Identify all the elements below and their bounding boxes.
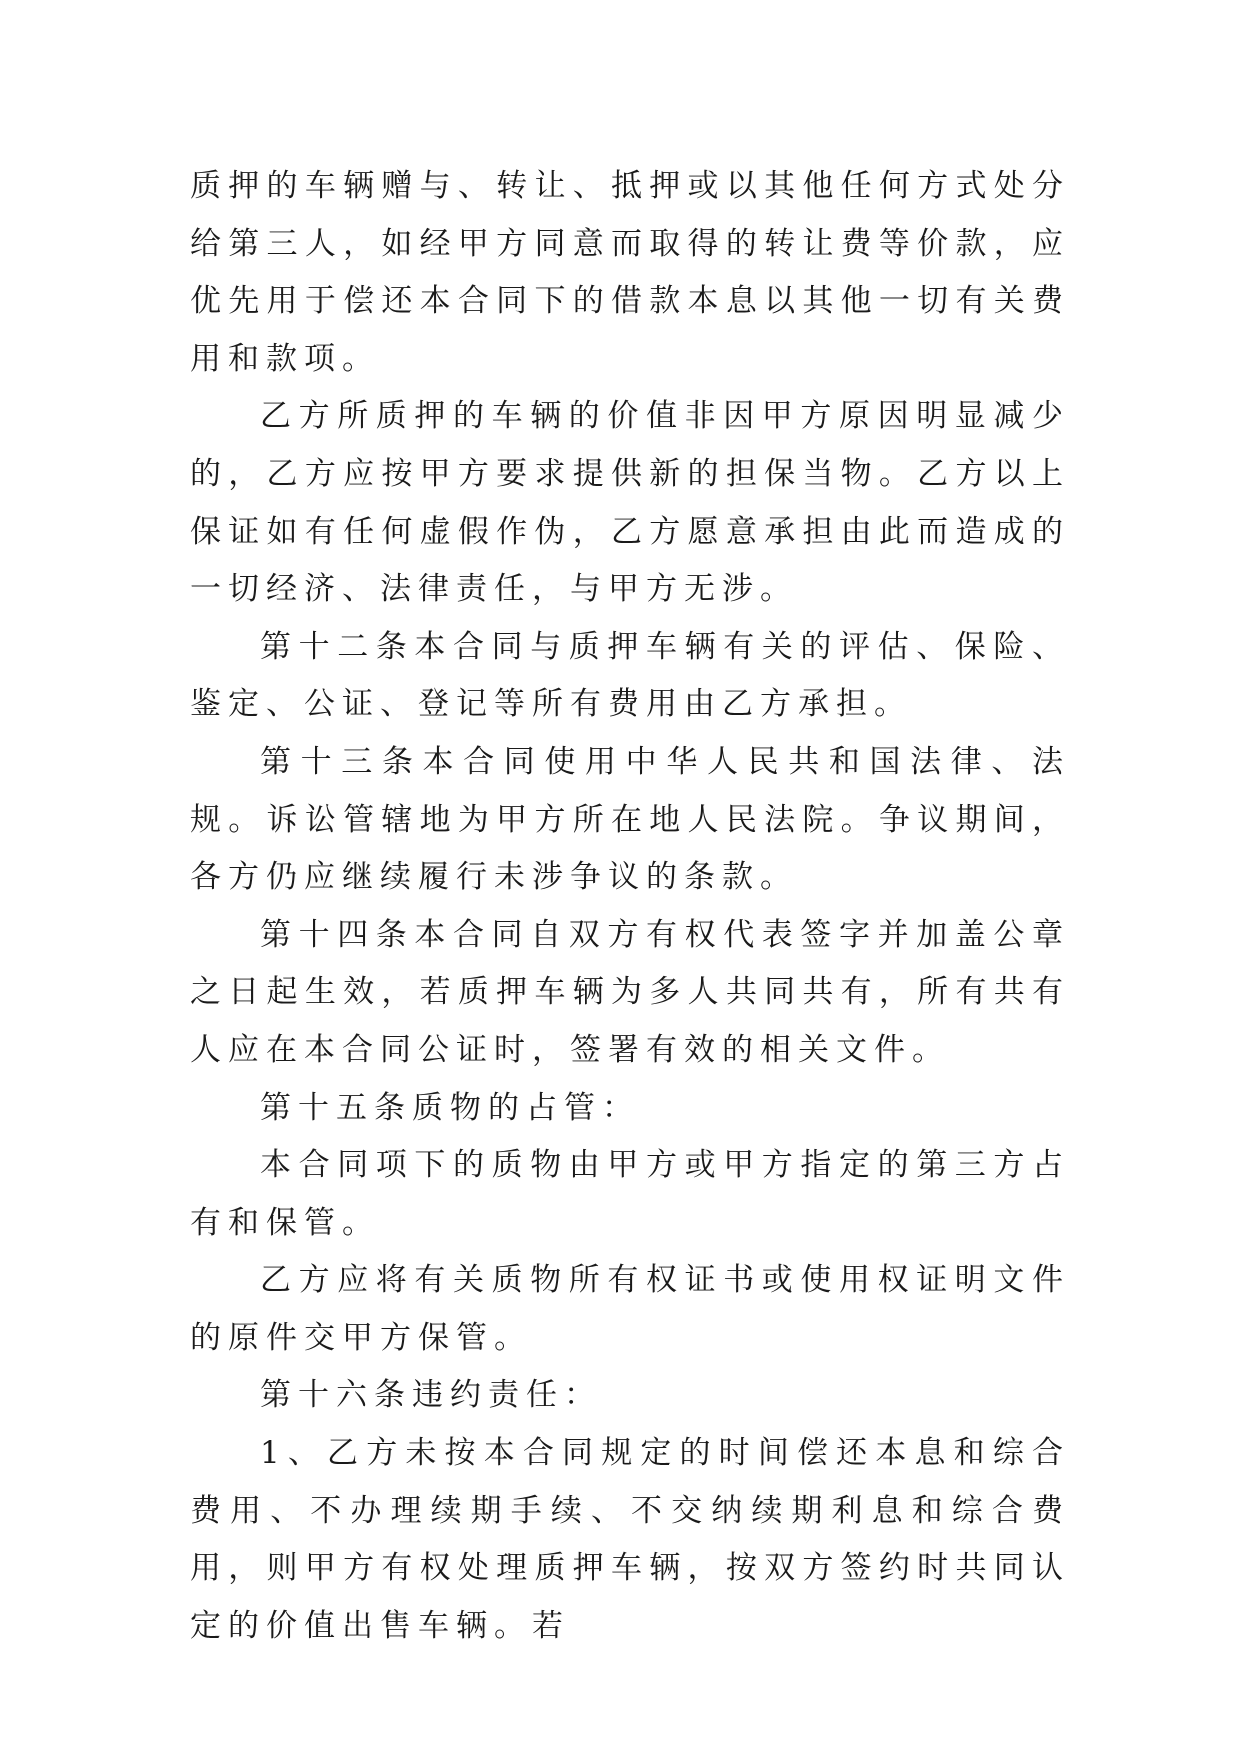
paragraph-article-12: 第十二条本合同与质押车辆有关的评估、保险、鉴定、公证、登记等所有费用由乙方承担。 [190, 628, 1070, 723]
document-body [190, 158, 1070, 1655]
paragraph-article-15-heading: 第十五条质物的占管： [260, 1089, 640, 1126]
paragraph-article-16-heading: 第十六条违约责任： [260, 1377, 602, 1414]
paragraph-1: 质押的车辆赠与、转让、抵押或以其他任何方式处分给第三人，如经甲方同意而取得的转让费等价款，应优先用于偿还本合同下的借款本息以其他一切有关费用和款项。 [190, 168, 1070, 377]
paragraph-2: 乙方所质押的车辆的价值非因甲方原因明显减少的，乙方应按甲方要求提供新的担保当物。乙方以上保证如有任何虚假作伪，乙方愿意承担由此而造成的一切经济、法律责任，与甲方无涉。 [190, 398, 1070, 608]
paragraph-article-13: 第十三条本合同使用中华人民共和国法律、法规。诉讼管辖地为甲方所在地人民法院。争议期间，各方仍应继续履行未涉争议的条款。 [190, 743, 1070, 896]
paragraph-article-16-item-1: 1、乙方未按本合同规定的时间偿还本息和综合费用、不办理续期手续、不交纳续期利息和综合费用，则甲方有权处理质押车辆，按双方签约时共同认定的价值出售车辆。若 [190, 1435, 1070, 1644]
paragraph-article-14: 第十四条本合同自双方有权代表签字并加盖公章之日起生效，若质押车辆为多人共同共有，所有共有人应在本合同公证时，签署有效的相关文件。 [190, 916, 1070, 1068]
paragraph-article-15-clause-2: 乙方应将有关质物所有权证书或使用权证明文件的原件交甲方保管。 [190, 1262, 1070, 1356]
paragraph-article-15-clause-1: 本合同项下的质物由甲方或甲方指定的第三方占有和保管。 [190, 1147, 1070, 1241]
